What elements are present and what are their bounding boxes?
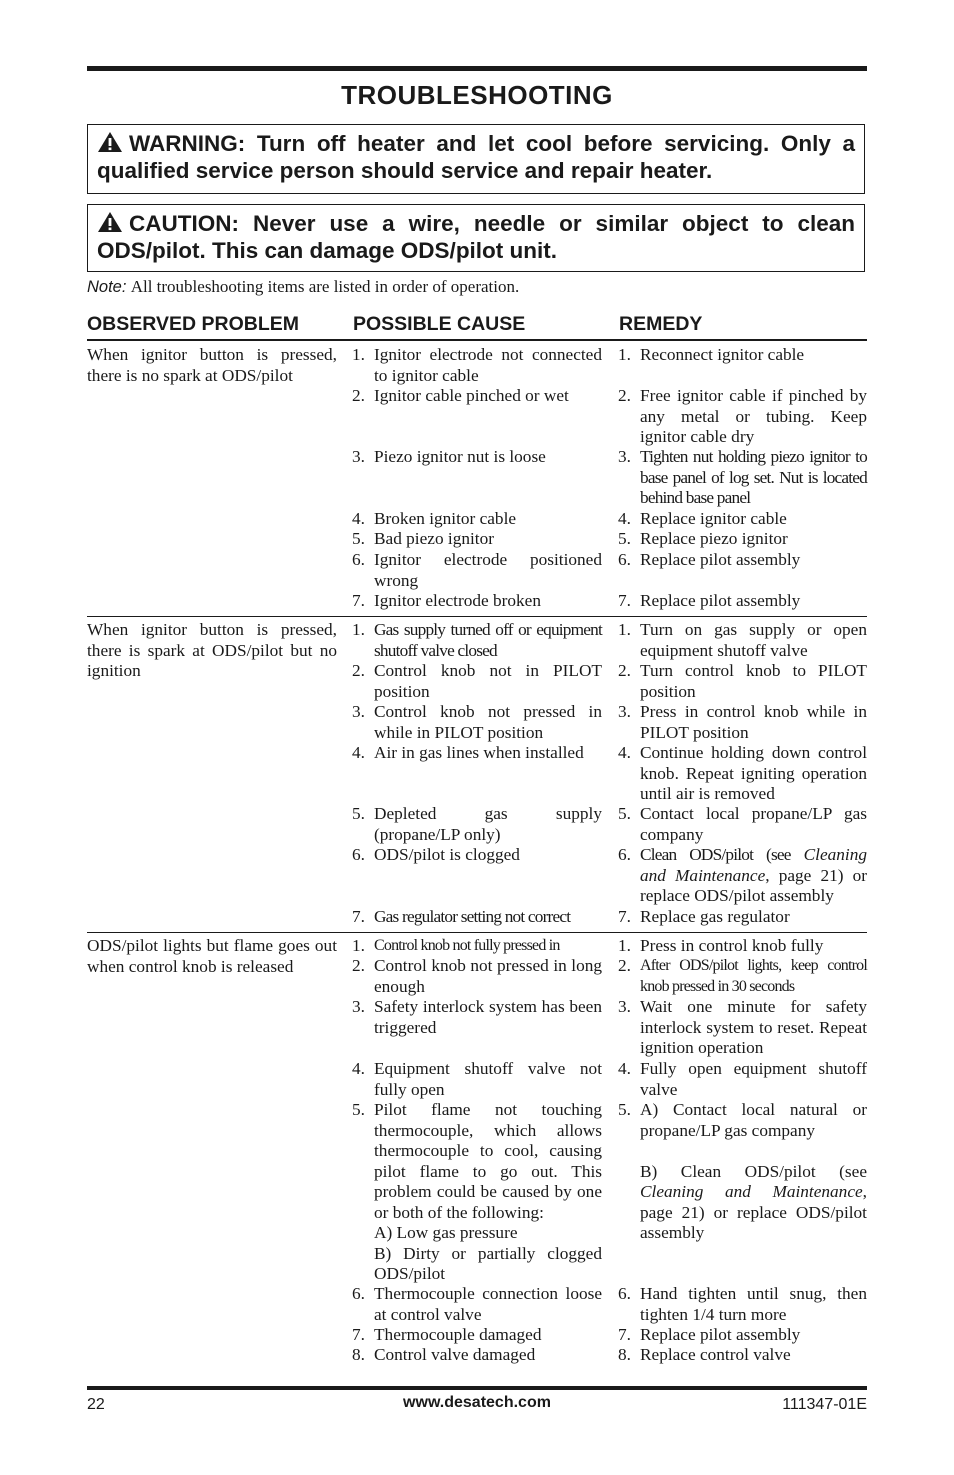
caution-box <box>87 204 865 272</box>
note-label: Note: <box>87 278 127 296</box>
document-code: 111347-01E <box>782 1396 867 1413</box>
section-divider-2 <box>87 932 867 933</box>
section-divider-1 <box>87 616 867 617</box>
cleaning-maintenance-ref: Cleaning and Maintenance <box>640 845 867 885</box>
website-link[interactable]: www.desatech.com <box>403 1394 551 1411</box>
top-rule <box>87 66 867 71</box>
header-cause: POSSIBLE CAUSE <box>353 313 526 335</box>
footer-rule <box>87 1386 867 1390</box>
note-text: All troubleshooting items are listed in order of operation. <box>130 277 520 296</box>
header-divider <box>87 339 867 341</box>
problem-3: ODS/pilot lights but flame goes out when control knob is released <box>87 936 337 976</box>
note <box>87 277 519 297</box>
caution-text: CAUTION: Never use a wire, needle or similar object to clean ODS/pilot. This can damage ODS/pilot unit. <box>97 211 855 263</box>
cleaning-maintenance-ref-2: Cleaning and Maintenance <box>640 1182 863 1201</box>
problem-1: When ignitor button is pressed, there is no spark at ODS/pilot <box>87 345 337 385</box>
page-title: TROUBLESHOOTING <box>341 80 613 110</box>
page-number: 22 <box>87 1396 105 1413</box>
warning-box <box>87 124 865 194</box>
header-problem: OBSERVED PROBLEM <box>87 313 300 335</box>
warning-triangle-icon <box>97 131 123 153</box>
warning-text: WARNING: Turn off heater and let cool before servicing. Only a qualified service person should service and repair heater. <box>97 131 855 183</box>
caution-triangle-icon <box>97 211 123 233</box>
header-remedy: REMEDY <box>619 313 703 335</box>
problem-2: When ignitor button is pressed, there is spark at ODS/pilot but no ignition <box>87 620 337 680</box>
